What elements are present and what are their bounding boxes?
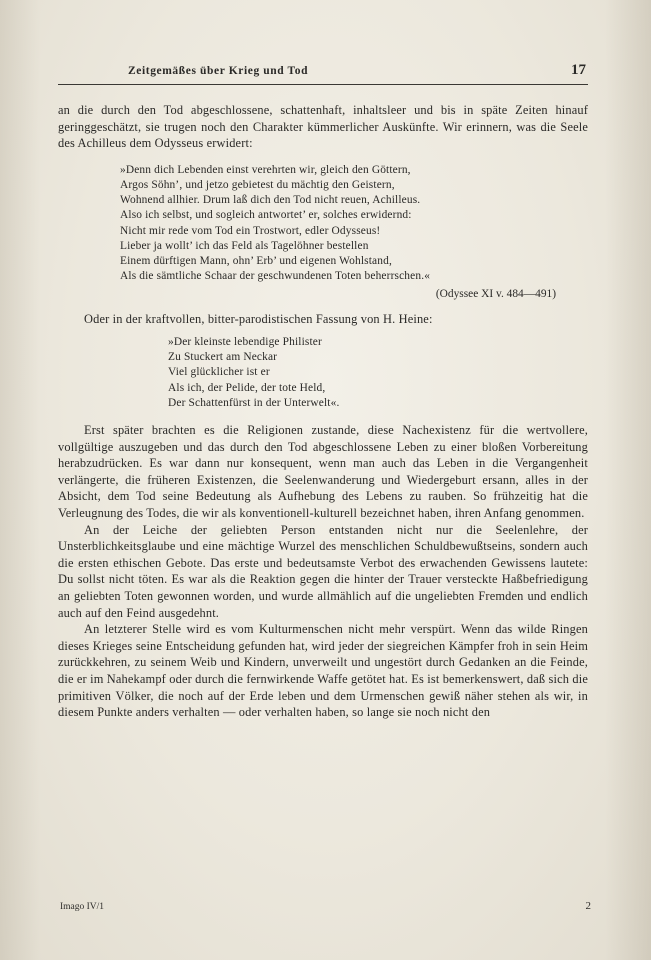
odyssey-quote — [120, 163, 588, 285]
signature-mark: 2 — [585, 900, 591, 912]
verse-line: »Der kleinste lebendige Philister — [168, 336, 322, 348]
verse-line: Der Schattenfürst in der Unterwelt«. — [168, 396, 340, 409]
paragraph-2: Oder in der kraftvollen, bitter-parodistischen Fassung von H. Heine: — [84, 312, 433, 327]
verse-line: Zu Stuckert am Neckar — [168, 351, 278, 364]
verse-line: Als ich, der Pelide, der tote Held, — [168, 381, 326, 394]
verse-line: Lieber ja wollt’ ich das Feld als Tagelöhner bestellen — [120, 239, 369, 252]
paragraph-1: an die durch den Tod abgeschlossene, schattenhaft, inhaltsleer und bis in späte Zeiten hinauf geringgeschätzt, sie trugen noch den Charakter kümmerlicher Auskünfte. Wir erinnern, was die Seele des Achilleus dem Odysseus erwidert: — [58, 103, 588, 151]
header-rule — [58, 84, 588, 85]
page-content — [58, 62, 588, 721]
verse-line: Wohnend allhier. Drum laß dich den Tod nicht reuen, Achilleus. — [120, 194, 421, 207]
running-title: Zeitgemäßes über Krieg und Tod — [128, 65, 309, 77]
paragraph-5: An letzterer Stelle wird es vom Kulturmenschen nicht mehr verspürt. Wenn das wilde Ringen dieses Krieges seine Entscheidung gefunden hat, wird jeder der siegreichen Kämpfer froh in sein Heim zurückkehren, zu seinem Weib und Kindern, unverweilt und ungestört durch Gedanken an die Feinde, die er im Nahekampf oder durch die fernwirkende Waffe getötet hat. Es ist bemerkenswert, daß sich die primitiven Völker, die noch auf der Erde leben und dem Urmenschen gewiß näher stehen als wir, in diesem Punkte anders verhalten — oder verhalten haben, so lange sie noch nicht den — [58, 622, 588, 720]
page-number: 17 — [571, 62, 586, 78]
verse-line: Nicht mir rede vom Tod ein Trostwort, edler Odysseus! — [120, 224, 381, 237]
page-footer — [60, 900, 591, 912]
paragraph-4: An der Leiche der geliebten Person entstanden nicht nur die Seelenlehre, der Unsterblichkeitsglaube und eine mächtige Wurzel des menschlichen Schuldbewußtseins, sondern auch die ersten ethischen Gebote. Das erste und bedeutsamste Verbot des erwachenden Gewissens lautete: Du sollst nicht töten. Es war als die Reaktion gegen die hinter der Trauer versteckte Haßbefriedigung an geliebten Toten gewonnen worden, und wurde allmählich auf die ungeliebten Fremden und endlich auch auf den Feind ausgedehnt. — [58, 522, 588, 620]
verse-line: Also ich selbst, und sogleich antwortet’ er, solches erwidernd: — [120, 209, 412, 222]
page-header — [58, 62, 588, 84]
verse-line: Einem dürftigen Mann, ohn’ Erb’ und eigenen Wohlstand, — [120, 255, 392, 267]
verse-line: »Denn dich Lebenden einst verehrten wir, gleich den Göttern, — [120, 163, 411, 176]
verse-line: Argos Söhn’, und jetzo gebietest du mächtig den Geistern, — [120, 178, 395, 191]
heine-quote — [168, 335, 588, 411]
verse-line: Als die sämtliche Schaar der geschwundenen Toten beherrschen.« — [120, 270, 431, 283]
odyssey-citation: (Odyssee XI v. 484—491) — [435, 288, 556, 301]
verse-line: Viel glücklicher ist er — [168, 366, 270, 379]
paragraph-3: Erst später brachten es die Religionen zustande, diese Nachexistenz für die wertvollere, vollgültige auszugeben und das durch den Tod abgeschlossene Leben zu einer bloßen Vorbereitung herabzudrücken. Es war dann nur konsequent, wenn man auch das Leben in die Vergangenheit verlängerte, die früheren Existenzen, die Seelenwanderung und Wiedergeburt ersann, alles in der Absicht, dem Tod seine Bedeutung als Aufhebung des Lebens zu rauben. So frühzeitig hat die Verleugnung des Todes, die wir als konventionell-kulturell bezeichnet haben, ihren Anfang genommen. — [58, 423, 588, 520]
journal-reference: Imago IV/1 — [60, 902, 105, 912]
